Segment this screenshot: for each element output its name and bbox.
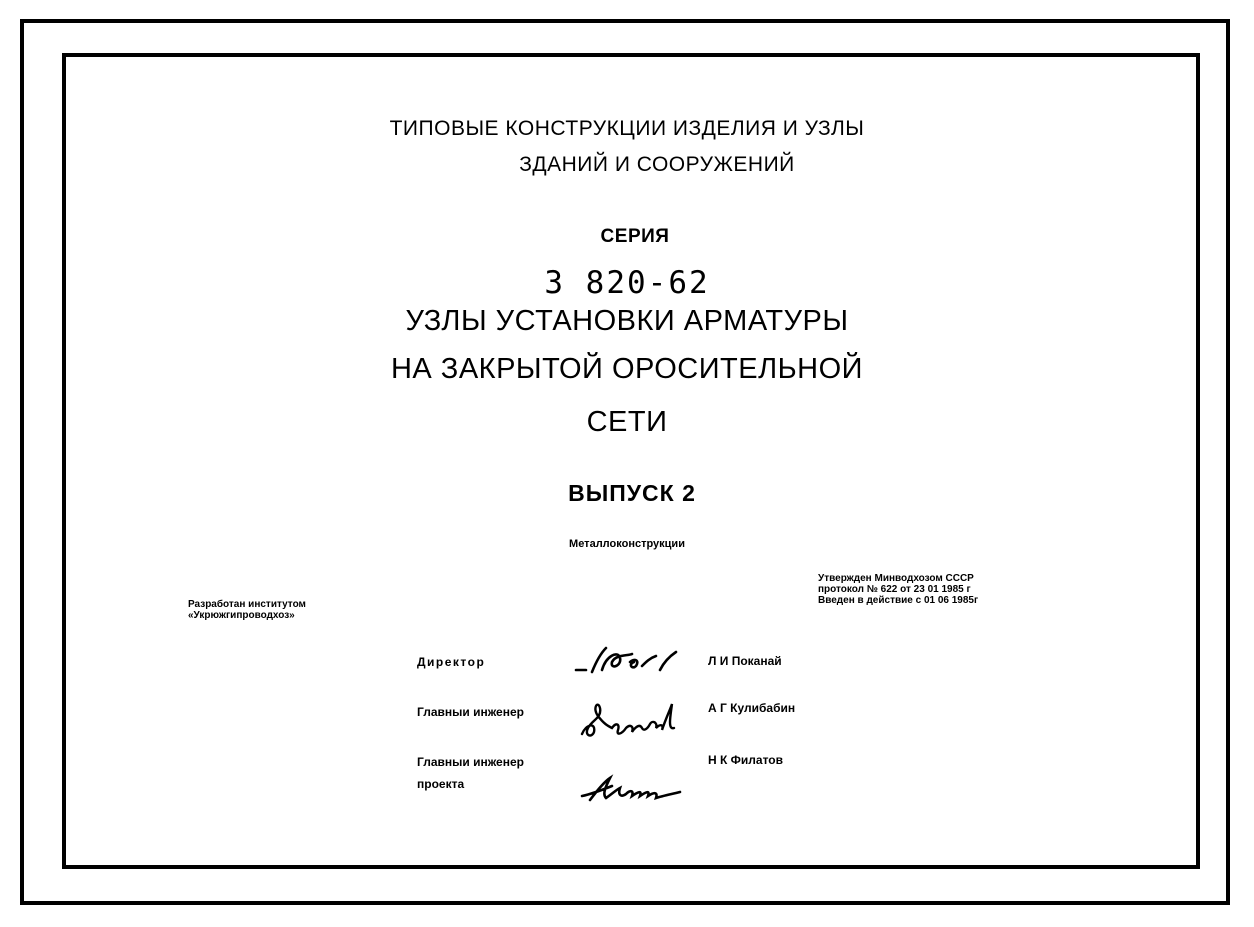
issue-subtitle: Металлоконструкции (569, 538, 685, 550)
approval-line-3: Введен в действие с 01 06 1985г (818, 595, 979, 606)
developer-line-2: «Укрюжгипроводхоз» (188, 610, 295, 621)
signature-role-project-engineer-line-2: проекта (417, 777, 465, 791)
signature-role-director: Директор (417, 655, 486, 669)
signature-chief-engineer (578, 698, 688, 744)
signature-director (572, 640, 690, 680)
title-line-3: СЕТИ (586, 406, 668, 438)
signature-role-project-engineer (417, 751, 524, 795)
signature-name-chief-engineer: А Г Кулибабин (708, 701, 796, 715)
signature-project-engineer (576, 772, 686, 806)
signature-name-project-engineer: Н К Филатов (708, 753, 783, 767)
series-number: 3 820-62 (544, 265, 710, 301)
issue-label: ВЫПУСК 2 (568, 480, 696, 506)
header-line-1: ТИПОВЫЕ КОНСТРУКЦИИ ИЗДЕЛИЯ И УЗЛЫ (389, 117, 865, 140)
title-line-1: УЗЛЫ УСТАНОВКИ АРМАТУРЫ (405, 305, 849, 337)
header-line-2: ЗДАНИЙ И СООРУЖЕНИЙ (519, 153, 795, 176)
developer-line-1: Разработан институтом (188, 599, 306, 610)
developer-block (188, 599, 306, 621)
signature-role-project-engineer-line-1: Главныи инженер (417, 755, 524, 769)
approval-block (818, 573, 978, 606)
signature-name-director: Л И Поканай (708, 654, 782, 668)
title-line-2: НА ЗАКРЫТОЙ ОРОСИТЕЛЬНОЙ (390, 353, 864, 385)
approval-line-2: протокол № 622 от 23 01 1985 г (818, 584, 971, 595)
signature-role-chief-engineer: Главныи инженер (417, 705, 524, 719)
approval-line-1: Утвержден Минводхозом СССР (818, 573, 974, 584)
series-label: СЕРИЯ (600, 226, 670, 247)
